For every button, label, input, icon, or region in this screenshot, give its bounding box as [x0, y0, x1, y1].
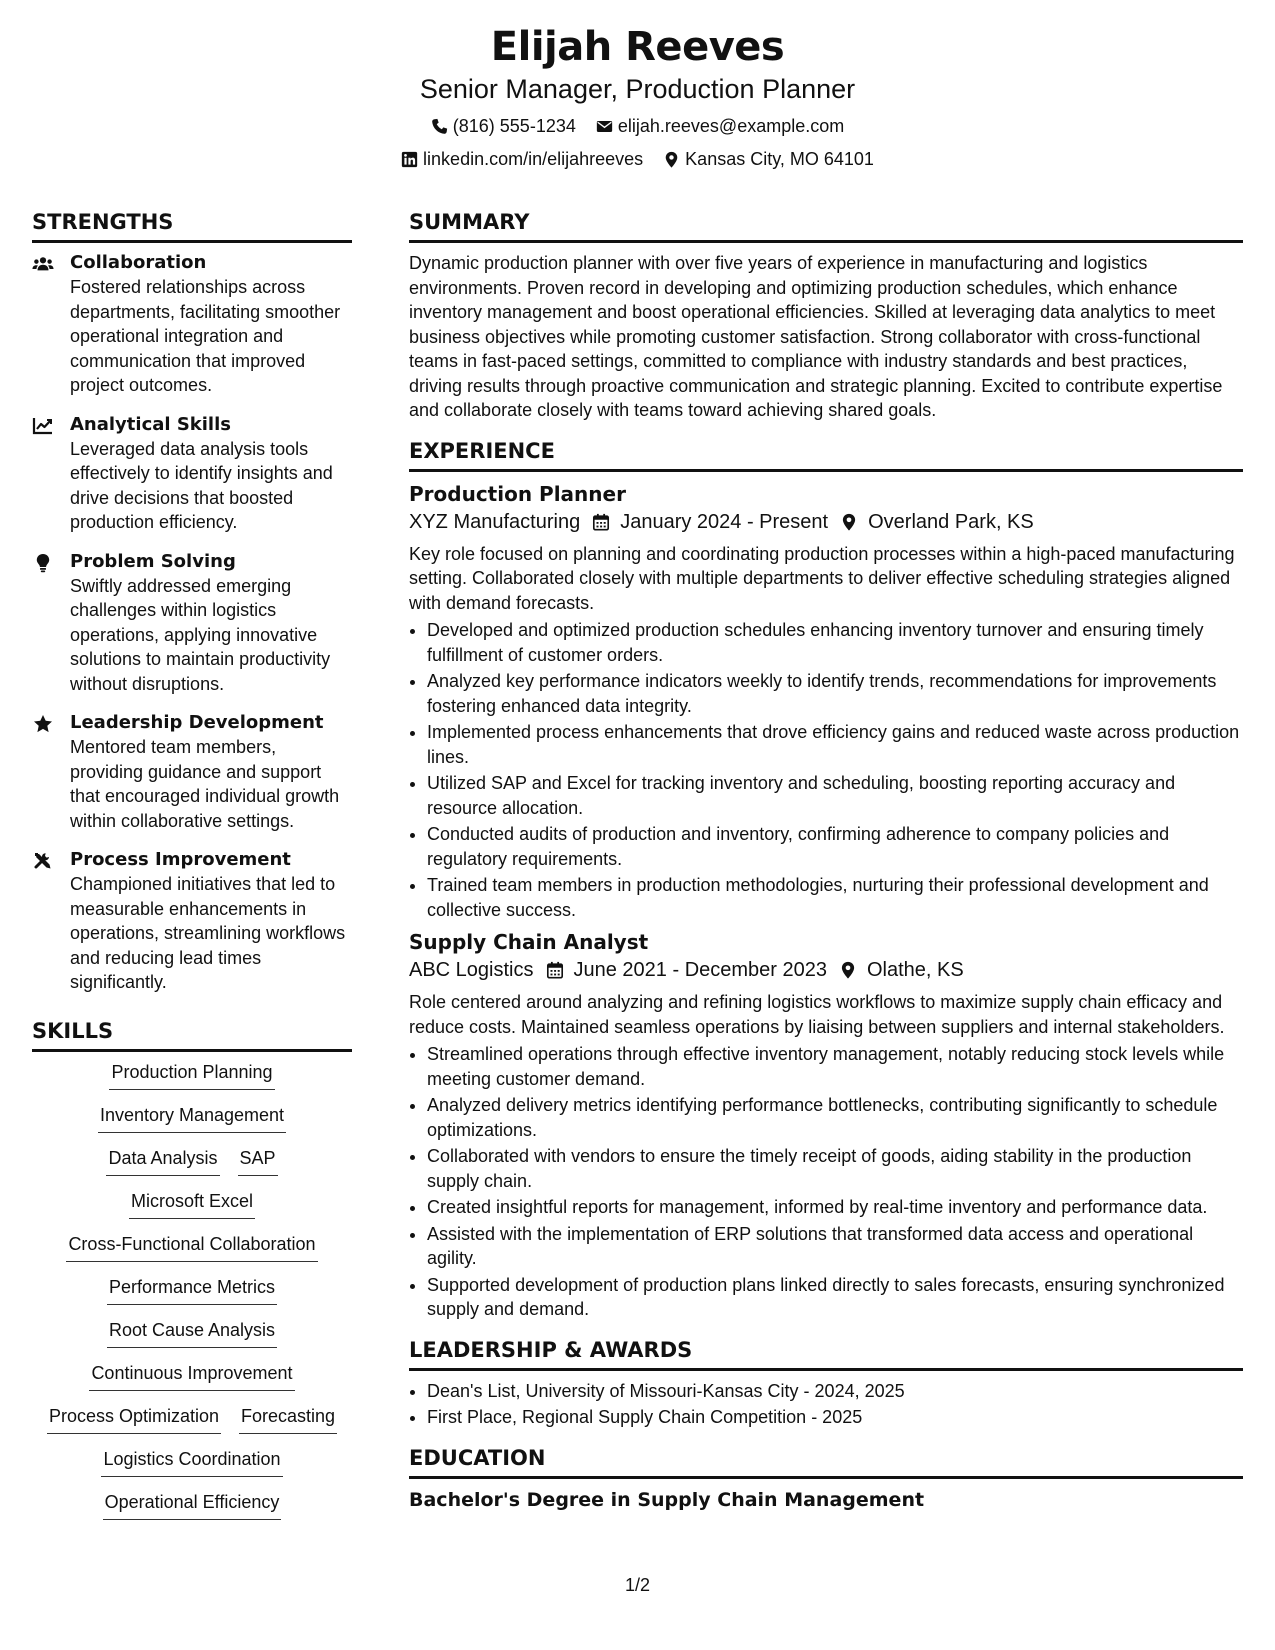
- job-bullets: [409, 1042, 1243, 1322]
- job-dates: June 2021 - December 2023: [573, 959, 827, 981]
- strength-desc: Mentored team members, providing guidance and support that encouraged individual growth within collaborative settings.: [70, 737, 340, 831]
- job-meta: [409, 508, 1243, 536]
- users-icon: [32, 254, 54, 274]
- linkedin-text[interactable]: linkedin.com/in/elijahreeves: [423, 149, 644, 169]
- skills-row: [32, 1490, 352, 1520]
- job-bullet: • Analyzed key performance indicators weekly to identify trends, recommendations for improvements fostering enhanced data integrity.: [427, 669, 1243, 718]
- strength-title: Leadership Development: [70, 712, 324, 733]
- email-contact[interactable]: [596, 114, 844, 138]
- job-bullet: • Utilized SAP and Excel for tracking inventory and scheduling, boosting reporting accuracy and resource allocation.: [427, 771, 1243, 820]
- strength-desc: Championed initiatives that led to measurable enhancements in operations, streamlining workflows and reducing lead times significantly.: [70, 874, 346, 992]
- map-pin-icon: [840, 513, 858, 531]
- skills-row: [32, 1189, 352, 1219]
- strength-item: [32, 550, 352, 697]
- strength-desc: Fostered relationships across departments, facilitating smoother operational integration and communication that improved project outcomes.: [70, 277, 341, 395]
- contact-row-2: [0, 147, 1275, 171]
- job-bullet: • Assisted with the implementation of ERP solutions that transformed data access and operational agility.: [427, 1222, 1243, 1271]
- location-text: Kansas City, MO 64101: [685, 149, 874, 169]
- linkedin-icon: [401, 151, 418, 168]
- skills-row: [32, 1318, 352, 1348]
- tools-icon: [32, 851, 54, 871]
- job-bullet: • Created insightful reports for management, informed by real-time inventory and performance data.: [427, 1195, 1243, 1220]
- skills-row: [32, 1447, 352, 1477]
- skill-tag: Performance Metrics: [107, 1275, 277, 1305]
- job-bullet: • Trained team members in production methodologies, nurturing their professional development and collective success.: [427, 873, 1243, 922]
- calendar-icon: [592, 513, 610, 531]
- skill-tag: Root Cause Analysis: [107, 1318, 277, 1348]
- job-title: Supply Chain Analyst: [409, 930, 649, 954]
- skills-row: [32, 1232, 352, 1262]
- skill-tag: Continuous Improvement: [89, 1361, 294, 1391]
- awards-heading: LEADERSHIP & AWARDS: [409, 1336, 1243, 1371]
- phone-icon: [431, 118, 448, 135]
- skills-row: [32, 1060, 352, 1090]
- star-icon: [32, 714, 54, 734]
- education-heading: EDUCATION: [409, 1444, 1243, 1479]
- candidate-title: Senior Manager, Production Planner: [419, 74, 856, 104]
- linkedin-contact[interactable]: [401, 147, 643, 171]
- candidate-name: Elijah Reeves: [490, 24, 785, 70]
- calendar-icon: [546, 961, 564, 979]
- skills-row: [32, 1361, 352, 1391]
- chart-line-icon: [32, 416, 54, 436]
- skills-row: [32, 1404, 352, 1434]
- skill-tag: Cross-Functional Collaboration: [66, 1232, 317, 1262]
- skill-tag: Data Analysis: [106, 1146, 219, 1176]
- skills-row: [32, 1103, 352, 1133]
- summary-heading: SUMMARY: [409, 208, 1243, 243]
- strength-desc: Leveraged data analysis tools effectively to identify insights and drive decisions that boosted production efficiency.: [70, 438, 333, 532]
- job-entry: [409, 480, 1243, 923]
- skill-tag: Production Planning: [109, 1060, 274, 1090]
- strength-title: Analytical Skills: [70, 413, 231, 435]
- award-item: • First Place, Regional Supply Chain Competition - 2025: [427, 1405, 1243, 1430]
- map-pin-icon: [839, 961, 857, 979]
- job-meta: [409, 956, 1243, 984]
- right-column: [409, 208, 1243, 1513]
- lightbulb-icon: [32, 553, 54, 573]
- job-description: Role centered around analyzing and refining logistics workflows to maximize supply chain efficacy and reduce costs. Maintained seamless operations by liaising between suppliers and internal stakeholders.: [409, 992, 1225, 1037]
- education-degree: Bachelor's Degree in Supply Chain Management: [409, 1488, 925, 1511]
- email-text[interactable]: elijah.reeves@example.com: [617, 116, 845, 136]
- skills-row: [32, 1275, 352, 1305]
- awards-list: [409, 1379, 1243, 1430]
- location-contact: [663, 147, 874, 171]
- strength-desc: Swiftly addressed emerging challenges within logistics operations, applying innovative solutions to maintain productivity without disruptions.: [70, 575, 331, 694]
- job-bullet: • Implemented process enhancements that drove efficiency gains and reduced waste across production lines.: [427, 720, 1243, 769]
- job-dates: January 2024 - Present: [620, 510, 829, 533]
- job-bullet: • Collaborated with vendors to ensure the timely receipt of goods, aiding stability in the production supply chain.: [427, 1144, 1243, 1193]
- strength-title: Collaboration: [70, 252, 207, 273]
- strength-item: [32, 413, 352, 535]
- job-entry: [409, 928, 1243, 1322]
- skills-row: [32, 1146, 352, 1176]
- job-title: Production Planner: [409, 481, 626, 506]
- skills-heading: SKILLS: [32, 1017, 352, 1052]
- job-bullet: • Conducted audits of production and inventory, confirming adherence to company policies and regulatory requirements.: [427, 822, 1243, 871]
- skill-tag: Process Optimization: [47, 1404, 221, 1434]
- left-column: [32, 208, 352, 1533]
- job-bullet: • Analyzed delivery metrics identifying performance bottlenecks, contributing significantly to schedule optimizations.: [427, 1093, 1243, 1142]
- strengths-heading: STRENGTHS: [32, 208, 352, 243]
- strength-title: Problem Solving: [70, 550, 236, 572]
- strength-item: [32, 251, 352, 398]
- phone-text: (816) 555-1234: [452, 116, 576, 136]
- job-company: XYZ Manufacturing: [409, 510, 581, 533]
- page-number: 1/2: [624, 1575, 651, 1595]
- resume-header: [0, 22, 1275, 171]
- job-bullet: • Developed and optimized production schedules enhancing inventory turnover and ensuring timely fulfillment of customer orders.: [427, 618, 1243, 667]
- strength-item: [32, 848, 352, 995]
- summary-text: Dynamic production planner with over five years of experience in manufacturing and logistics environments. Proven record in developing and optimizing production schedules, which enhance inventory management and boost operational efficiencies. Skilled at leveraging data analytics to meet business objectives while promoting customer satisfaction. Strong collaborator with cross-functional teams in fast-paced settings, committed to compliance with industry standards and best practices, driving results through proactive communication and strategic planning. Excited to contribute expertise and collaborate closely with teams toward achieving shared goals.: [409, 253, 1223, 420]
- phone-contact: [431, 114, 576, 138]
- skill-tag: Logistics Coordination: [101, 1447, 282, 1477]
- skills-list: [32, 1060, 352, 1520]
- job-description: Key role focused on planning and coordinating production processes within a high-paced manufacturing setting. Collaborated closely with multiple departments to deliver effective scheduling strategies aligned with demand forecasts.: [409, 543, 1235, 613]
- strength-item: [32, 711, 352, 833]
- job-bullet: • Streamlined operations through effective inventory management, notably reducing stock levels while meeting customer demand.: [427, 1042, 1243, 1091]
- strength-title: Process Improvement: [70, 849, 291, 870]
- envelope-icon: [596, 118, 613, 135]
- job-location: Overland Park, KS: [868, 510, 1034, 533]
- job-location: Olathe, KS: [867, 959, 964, 981]
- skill-tag: Operational Efficiency: [103, 1490, 282, 1520]
- contact-row-1: [0, 114, 1275, 138]
- map-pin-icon: [663, 151, 680, 168]
- experience-heading: EXPERIENCE: [409, 437, 1243, 472]
- skill-tag: SAP: [238, 1146, 278, 1176]
- job-company: ABC Logistics: [409, 959, 534, 981]
- job-bullets: [409, 618, 1243, 922]
- skill-tag: Microsoft Excel: [129, 1189, 255, 1219]
- award-item: • Dean's List, University of Missouri-Kansas City - 2024, 2025: [427, 1379, 1243, 1404]
- skill-tag: Inventory Management: [98, 1103, 286, 1133]
- skill-tag: Forecasting: [239, 1404, 337, 1434]
- job-bullet: • Supported development of production plans linked directly to sales forecasts, ensuring synchronized supply and demand.: [427, 1273, 1243, 1322]
